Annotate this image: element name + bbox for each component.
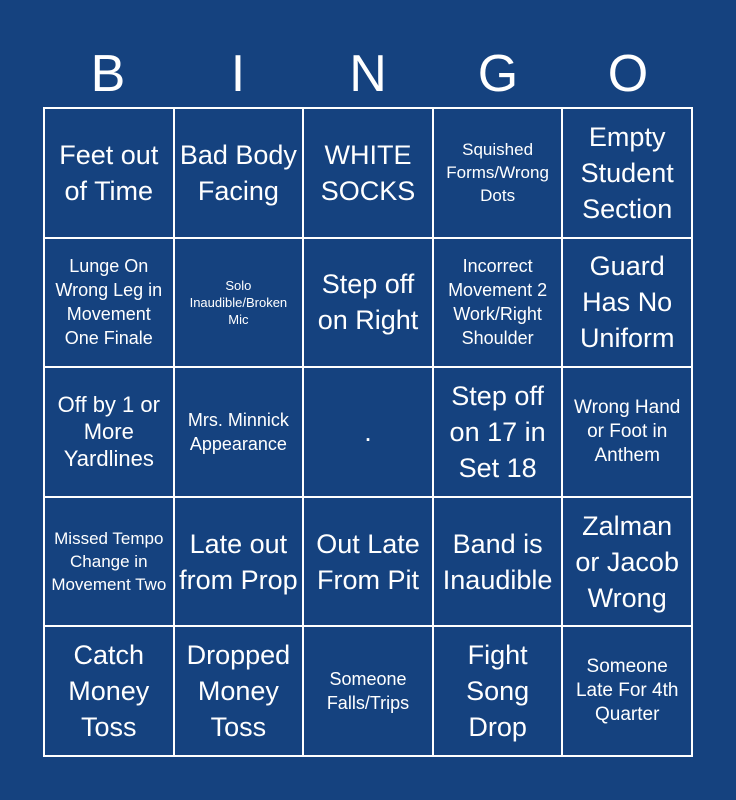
bingo-cell-g5[interactable]	[433, 626, 563, 756]
cell-label: Empty Student Section	[580, 121, 674, 224]
bingo-cell-b3[interactable]	[44, 367, 174, 497]
cell-label: Mrs. Minnick Appearance	[187, 409, 289, 454]
bingo-cell-n4[interactable]	[303, 497, 433, 627]
bingo-cell-n2[interactable]	[303, 238, 433, 368]
bingo-cell-o2[interactable]	[562, 238, 692, 368]
cell-label: Step off on Right	[317, 269, 419, 336]
cell-label: Solo Inaudible/Broken Mic	[189, 277, 288, 327]
cell-label: Wrong Hand or Foot in Anthem	[574, 396, 681, 466]
bingo-cell-g3[interactable]	[433, 367, 563, 497]
bingo-cell-g1[interactable]	[433, 108, 563, 238]
cell-label: Late out from Prop	[179, 528, 298, 595]
header-letter-b: B	[90, 45, 126, 103]
bingo-cell-n3-free[interactable]	[303, 367, 433, 497]
cell-label: Bad Body Facing	[179, 139, 297, 206]
bingo-cell-g2[interactable]	[433, 238, 563, 368]
header-letter-i: I	[230, 45, 246, 103]
header-letter-o: O	[607, 45, 649, 103]
bingo-cell-b1[interactable]	[44, 108, 174, 238]
header-letter-g: G	[477, 45, 519, 103]
bingo-header	[43, 40, 693, 108]
cell-label: Guard Has No Uniform	[579, 251, 675, 354]
bingo-cell-o3[interactable]	[562, 367, 692, 497]
bingo-cell-o4[interactable]	[562, 497, 692, 627]
bingo-cell-n1[interactable]	[303, 108, 433, 238]
bingo-cell-b5[interactable]	[44, 626, 174, 756]
bingo-board	[43, 107, 693, 757]
cell-label: Catch Money Toss	[68, 640, 150, 743]
bingo-cell-i3[interactable]	[174, 367, 304, 497]
cell-label: Out Late From Pit	[316, 528, 420, 595]
bingo-cell-o5[interactable]	[562, 626, 692, 756]
bingo-cell-b4[interactable]	[44, 497, 174, 627]
cell-label: Fight Song Drop	[466, 640, 530, 743]
cell-label: Step off on 17 in Set 18	[449, 380, 546, 483]
cell-label: Off by 1 or More Yardlines	[57, 392, 160, 472]
cell-label: Lunge On Wrong Leg in Movement One Finale	[55, 256, 163, 349]
bingo-cell-i1[interactable]	[174, 108, 304, 238]
bingo-cell-n5[interactable]	[303, 626, 433, 756]
cell-label: WHITE SOCKS	[320, 139, 416, 206]
free-space-mark: .	[364, 416, 372, 447]
bingo-cell-i5[interactable]	[174, 626, 304, 756]
cell-label: Missed Tempo Change in Movement Two	[51, 529, 167, 595]
bingo-cell-g4[interactable]	[433, 497, 563, 627]
cell-label: Band is Inaudible	[442, 528, 553, 595]
bingo-cell-i2[interactable]	[174, 238, 304, 368]
bingo-cell-i4[interactable]	[174, 497, 304, 627]
cell-label: Zalman or Jacob Wrong	[575, 510, 679, 613]
cell-label: Squished Forms/Wrong Dots	[446, 140, 549, 206]
cell-label: Feet out of Time	[59, 139, 159, 206]
cell-label: Dropped Money Toss	[186, 640, 291, 743]
bingo-cell-b2[interactable]	[44, 238, 174, 368]
header-letter-n: N	[349, 45, 387, 103]
cell-label: Someone Falls/Trips	[326, 669, 410, 714]
cell-label: Someone Late For 4th Quarter	[575, 656, 679, 726]
bingo-cell-o1[interactable]	[562, 108, 692, 238]
cell-label: Incorrect Movement 2 Work/Right Shoulder	[448, 256, 548, 349]
